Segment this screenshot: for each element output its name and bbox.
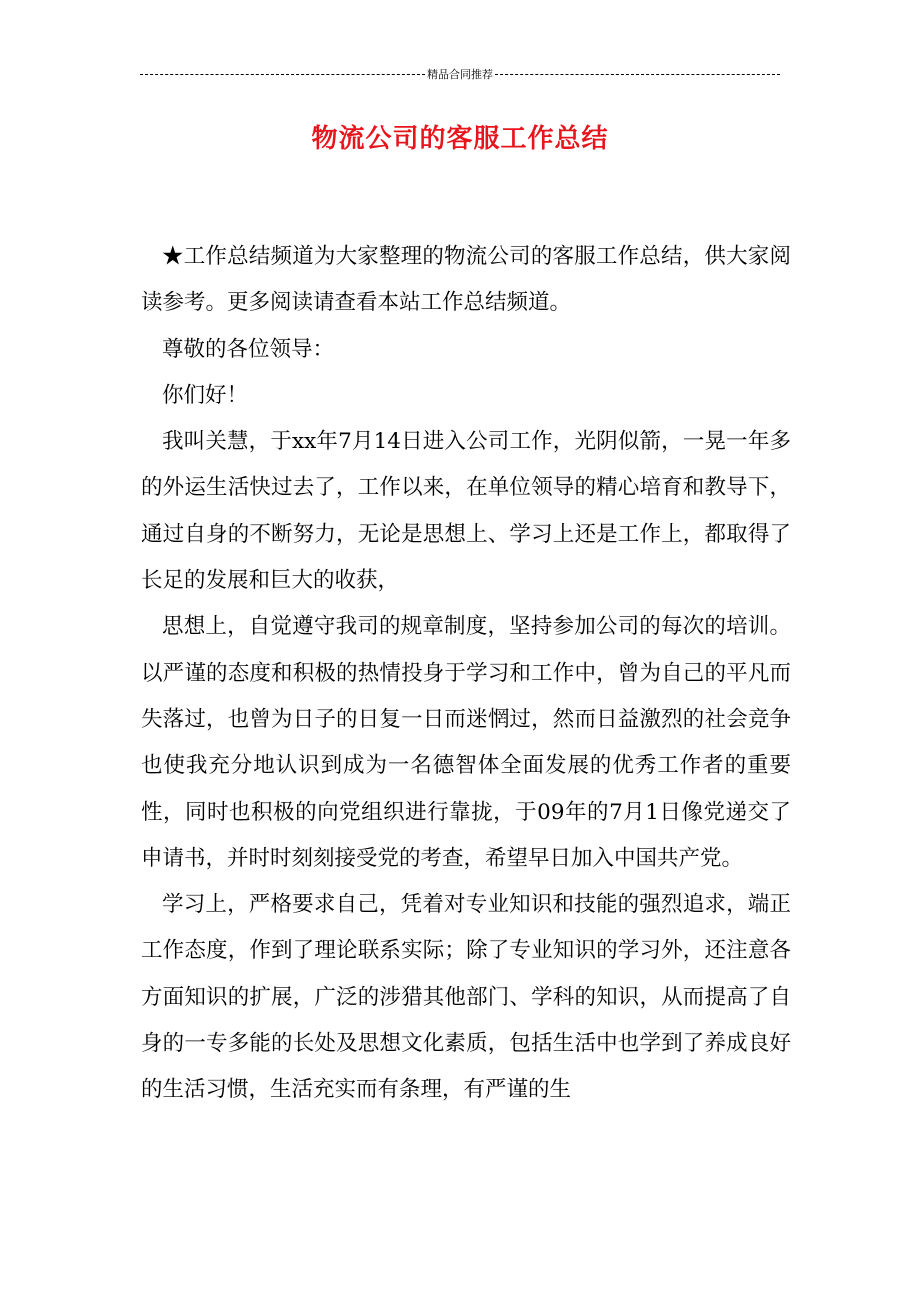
document-body [141,234,791,1114]
paragraph-salutation: 尊敬的各位领导： [162,336,335,362]
document-title: 物流公司的客服工作总结 [311,124,609,154]
paragraph-intro: ★工作总结频道为大家整理的物流公司的客服工作总结，供大家阅读参考。更多阅读请查看本站工作总结频道。 [141,244,791,316]
header-label: 精品合同推荐 [427,68,493,81]
header-dash-left [140,74,425,75]
header-dash-right [495,74,780,75]
paragraph-self-introduction: 我叫关慧，于xx年7月14日进入公司工作，光阴似箭，一晃一年多的外运生活快过去了，工作以来，在单位领导的精心培育和教导下，通过自身的不断努力，无论是思想上、学习上还是工作上，都取得了长足的发展和巨大的收获， [141,429,791,594]
paragraph-study: 学习上，严格要求自己，凭着对专业知识和技能的强烈追求，端正工作态度，作到了理论联系实际；除了专业知识的学习外，还注意各方面知识的扩展，广泛的涉猎其他部门、学科的知识，从而提高了自身的一专多能的长处及思想文化素质，包括生活中也学到了养成良好的生活习惯，生活充实而有条理，有严谨的生 [141,892,791,1103]
paragraph-greeting: 你们好！ [162,382,249,408]
header-rule [140,66,780,82]
paragraph-ideology: 思想上，自觉遵守我司的规章制度，坚持参加公司的每次的培训。以严谨的态度和积极的热情投身于学习和工作中，曾为自己的平凡而失落过，也曾为日子的日复一日而迷惘过，然而日益激烈的社会竞争也使我充分地认识到成为一名德智体全面发展的优秀工作者的重要性，同时也积极的向党组织进行靠拢，于09年的7月1日像党递交了申请书，并时时刻刻接受党的考查，希望早日加入中国共产党。 [141,614,791,871]
